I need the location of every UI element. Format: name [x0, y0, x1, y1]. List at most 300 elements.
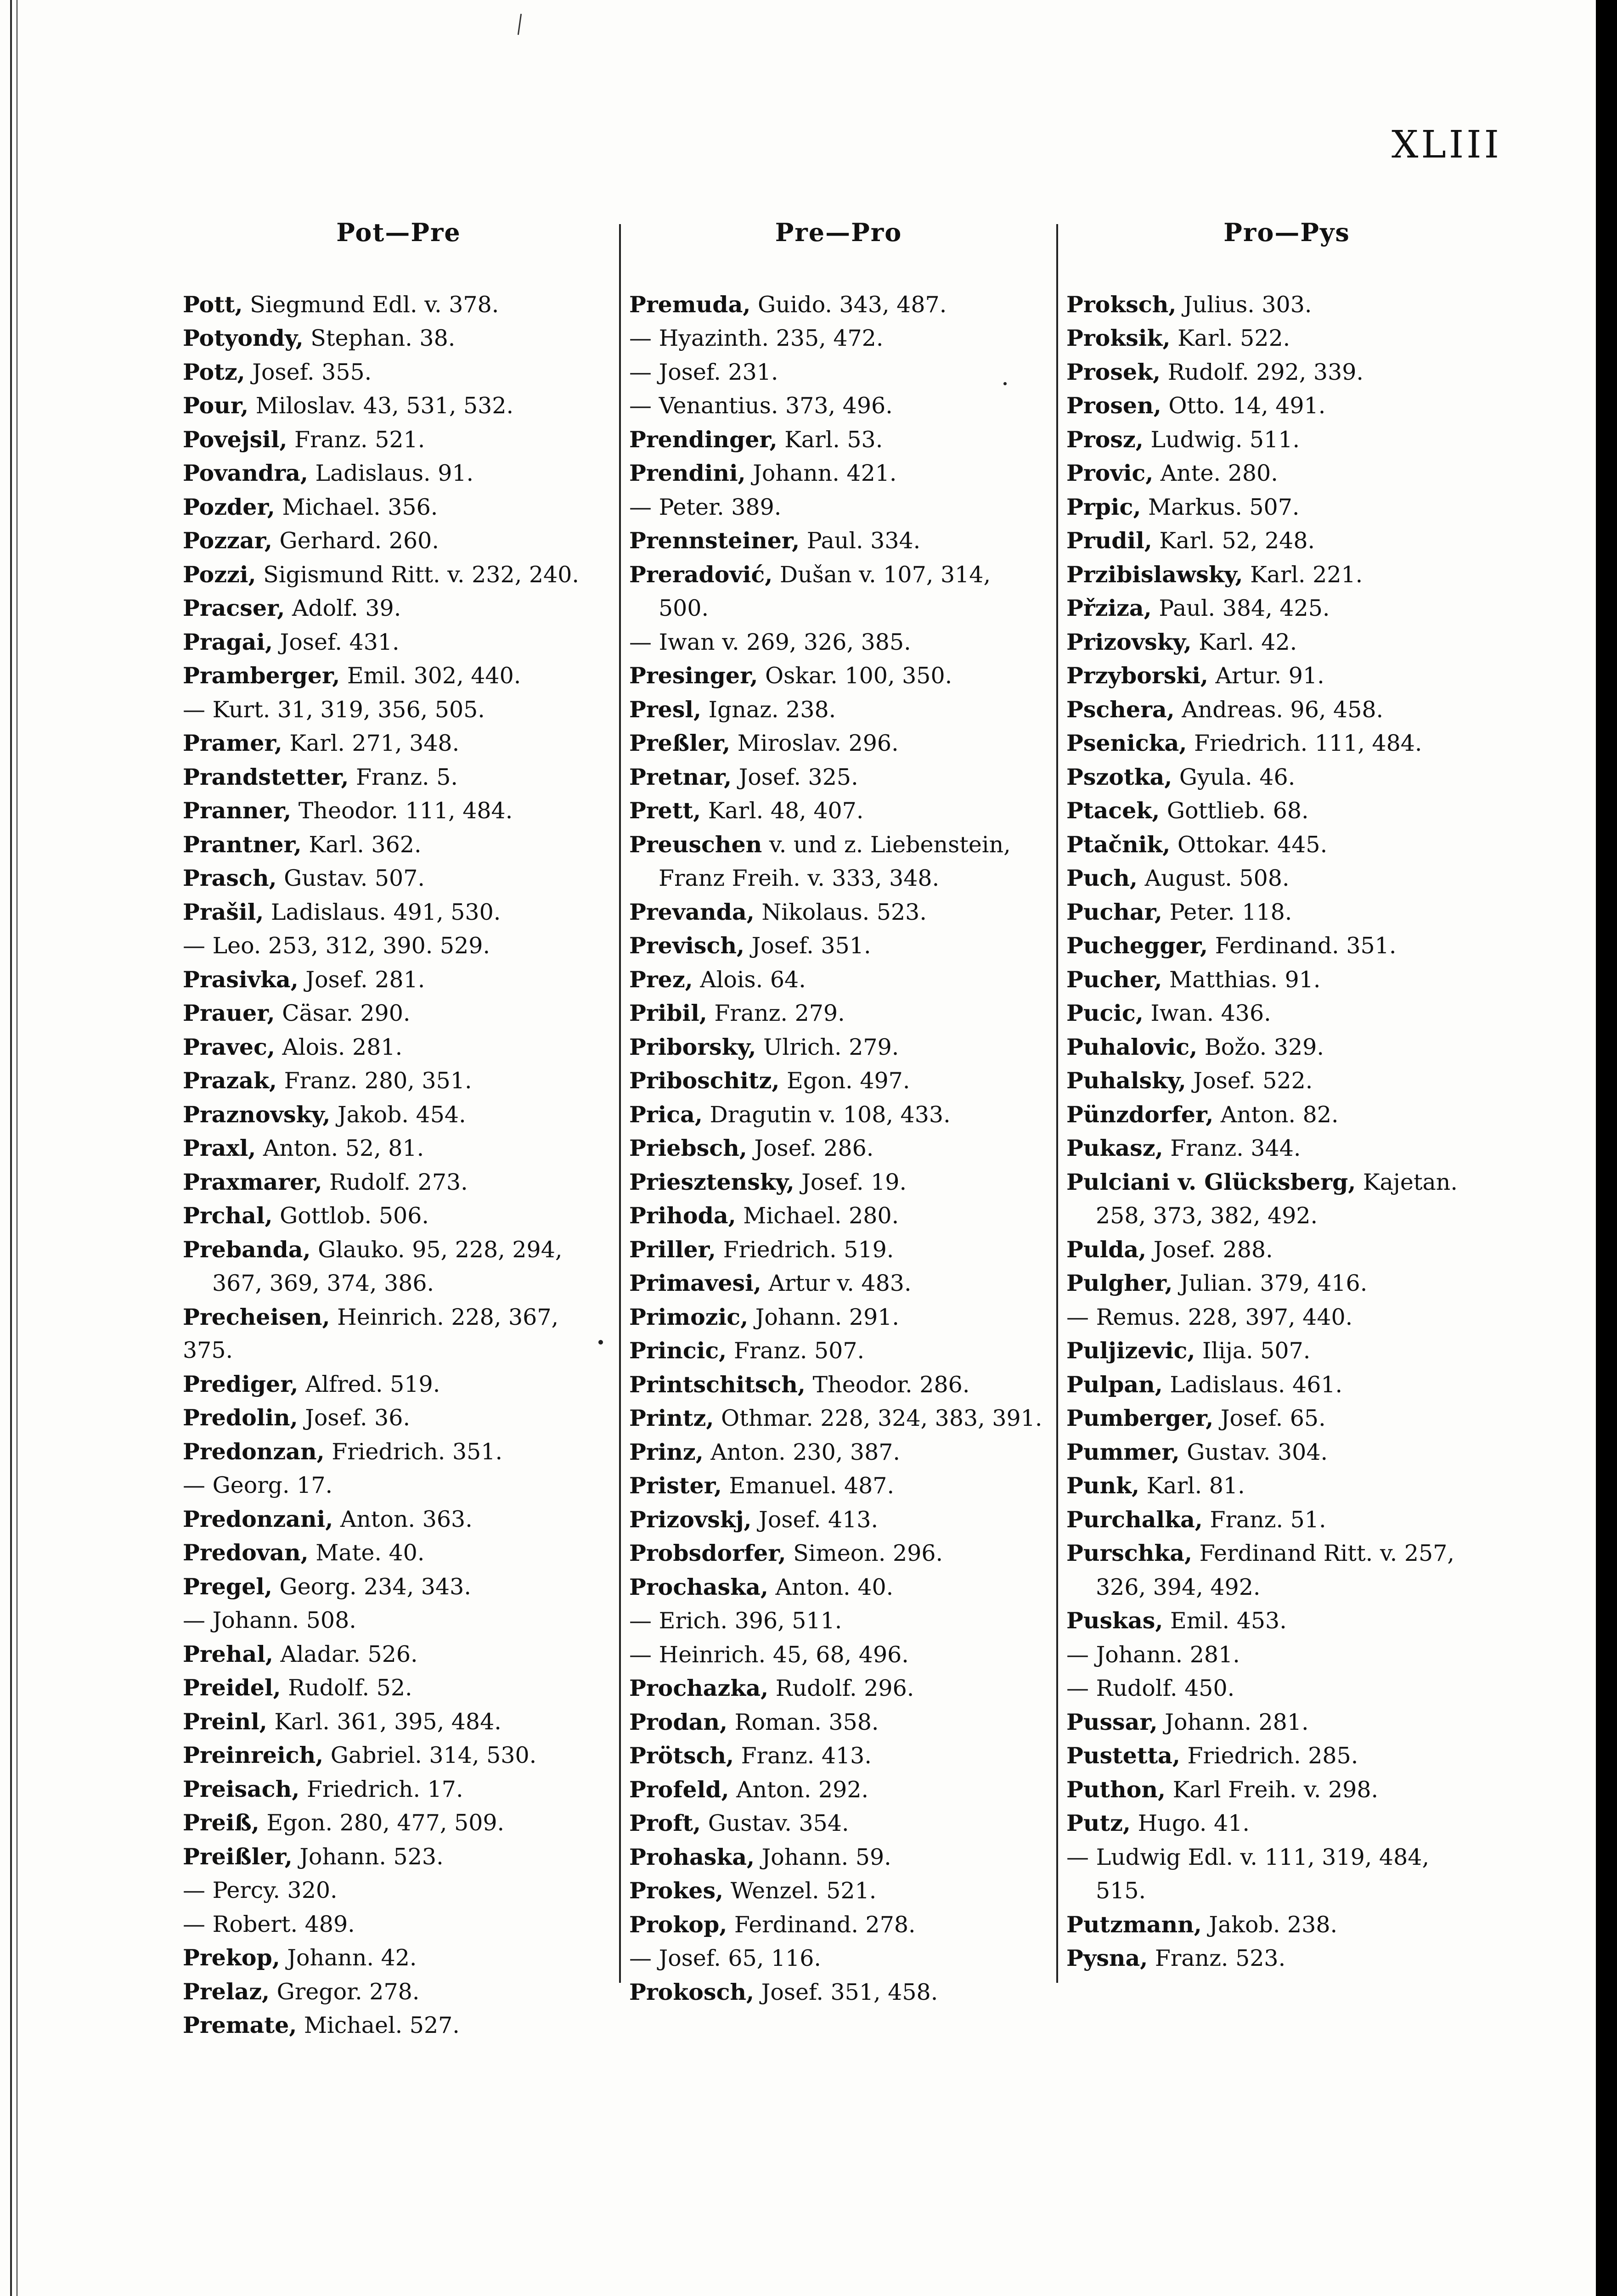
- entry-surname: Prendini,: [629, 460, 746, 486]
- entry-surname: Pravec,: [183, 1033, 275, 1060]
- entry-surname: Prasivka,: [183, 966, 299, 993]
- entry-surname: Prica,: [629, 1101, 703, 1128]
- index-entry: [629, 1300, 1048, 1334]
- index-entry: [183, 1975, 614, 2009]
- entry-surname: Prister,: [629, 1472, 722, 1499]
- page-number: XLIII: [1391, 123, 1502, 167]
- entry-surname: Praxl,: [183, 1135, 256, 1161]
- index-entry: [629, 1503, 1048, 1537]
- index-entry: [183, 423, 614, 457]
- index-entry: [629, 1941, 1048, 1975]
- entry-surname: Pucher,: [1066, 966, 1162, 993]
- entry-details: Franz. 51.: [1202, 1506, 1326, 1533]
- index-entry: [629, 1975, 1048, 2009]
- entry-details: Josef. 413.: [751, 1506, 879, 1533]
- entry-surname: Purschka,: [1066, 1540, 1193, 1566]
- entry-details: — Remus. 228, 397, 440.: [1066, 1304, 1353, 1330]
- index-entry: [629, 1098, 1048, 1132]
- entry-details: Johann. 523.: [292, 1843, 444, 1870]
- index-entry: [183, 1806, 614, 1840]
- entry-surname: Preisach,: [183, 1775, 300, 1802]
- index-entry: [1066, 794, 1507, 828]
- entry-details: Michael. 280.: [736, 1203, 899, 1229]
- entry-details: 367, 369, 374, 386.: [212, 1270, 434, 1296]
- entry-details: Adolf. 39.: [285, 595, 401, 621]
- entry-details: Hugo. 41.: [1131, 1810, 1250, 1836]
- entry-surname: Preißler,: [183, 1843, 293, 1870]
- index-entry: [629, 1064, 1048, 1098]
- index-entry: [629, 963, 1048, 997]
- entry-details: Franz. 507.: [727, 1338, 865, 1364]
- column-header: Pot—Pre: [336, 218, 461, 247]
- page-edge-line: [10, 0, 12, 2296]
- entry-surname: Puch,: [1066, 865, 1138, 891]
- index-entry: [1066, 1199, 1507, 1233]
- entry-details: Jakob. 238.: [1201, 1911, 1338, 1938]
- entry-surname: Predolin,: [183, 1404, 298, 1431]
- entry-surname: Preidel,: [183, 1674, 281, 1701]
- index-entry: [183, 794, 614, 828]
- entry-surname: Prennsteiner,: [629, 527, 800, 554]
- index-entry: [183, 895, 614, 929]
- index-entry: [629, 659, 1048, 693]
- index-entry: [629, 1773, 1048, 1807]
- entry-surname: Prevanda,: [629, 898, 755, 925]
- index-entry: [1066, 1131, 1507, 1165]
- index-entry: [183, 591, 614, 625]
- entry-surname: Punk,: [1066, 1472, 1140, 1499]
- index-entry: [1066, 1638, 1507, 1672]
- entry-details: Ferdinand. 351.: [1208, 933, 1397, 959]
- index-entry: [629, 828, 1048, 862]
- entry-surname: Pulciani v. Glücksberg,: [1066, 1168, 1356, 1195]
- entry-details: Roman. 358.: [727, 1709, 879, 1735]
- index-column-2: [629, 216, 1048, 2009]
- entry-details: Otto. 14, 491.: [1161, 393, 1326, 419]
- entry-surname: Prett,: [629, 797, 701, 824]
- entry-list: [1066, 288, 1507, 1975]
- entry-details: Miloslav. 43, 531, 532.: [248, 393, 514, 419]
- index-entry: [629, 726, 1048, 760]
- index-entry: [183, 996, 614, 1030]
- entry-details: Egon. 497.: [779, 1068, 910, 1094]
- entry-surname: Ptacek,: [1066, 797, 1160, 824]
- index-entry: [183, 1874, 614, 1908]
- entry-details: Julius. 303.: [1176, 291, 1312, 318]
- entry-surname: Prosek,: [1066, 358, 1161, 385]
- entry-surname: Prendinger,: [629, 426, 778, 453]
- entry-surname: Predovan,: [183, 1539, 309, 1566]
- entry-surname: Prantner,: [183, 831, 302, 858]
- index-entry: [183, 456, 614, 490]
- entry-details: 258, 373, 382, 492.: [1096, 1203, 1318, 1229]
- entry-surname: Pulpan,: [1066, 1371, 1163, 1398]
- entry-details: Josef. 286.: [747, 1135, 874, 1161]
- entry-surname: Prizovsky,: [1066, 628, 1192, 655]
- index-entry: [183, 1739, 614, 1773]
- entry-details: Jakob. 454.: [330, 1101, 466, 1128]
- entry-details: Glauko. 95, 228, 294,: [310, 1236, 563, 1263]
- entry-details: Josef. 288.: [1146, 1236, 1273, 1263]
- index-entry: [629, 1671, 1048, 1705]
- entry-surname: Pschera,: [1066, 696, 1175, 723]
- index-entry: [183, 1435, 614, 1469]
- index-entry: [1066, 1030, 1507, 1064]
- entry-surname: Pour,: [183, 392, 249, 419]
- index-entry: [1066, 659, 1507, 693]
- index-entry: [183, 1300, 614, 1367]
- entry-details: Karl. 271, 348.: [282, 730, 460, 756]
- entry-details: Friedrich. 111, 484.: [1187, 730, 1422, 756]
- index-entry: [1066, 1503, 1507, 1537]
- entry-surname: Pozzar,: [183, 527, 272, 554]
- entry-details: Emil. 302, 440.: [340, 663, 521, 689]
- index-entry: [1066, 1334, 1507, 1368]
- entry-details: Andreas. 96, 458.: [1174, 696, 1384, 723]
- entry-details: Matthias. 91.: [1162, 966, 1321, 993]
- index-entry: [183, 1064, 614, 1098]
- entry-details: Josef. 36.: [298, 1405, 411, 1431]
- entry-details: Artur. 91.: [1208, 663, 1324, 689]
- entry-details: Ferdinand. 278.: [727, 1911, 916, 1938]
- index-entry: [629, 895, 1048, 929]
- entry-surname: Pranner,: [183, 797, 292, 824]
- entry-details: Friedrich. 351.: [324, 1438, 503, 1465]
- index-entry: [1066, 1570, 1507, 1604]
- index-entry: [629, 1638, 1048, 1672]
- entry-details: Aladar. 526.: [273, 1641, 418, 1667]
- entry-details: Dušan v. 107, 314,: [772, 561, 991, 588]
- entry-surname: Pribil,: [629, 1000, 707, 1026]
- entry-details: Paul. 334.: [800, 528, 921, 554]
- entry-surname: Provic,: [1066, 460, 1154, 486]
- entry-surname: Puhalsky,: [1066, 1067, 1186, 1094]
- entry-details: Gabriel. 314, 530.: [323, 1742, 537, 1768]
- entry-surname: Psenicka,: [1066, 730, 1187, 756]
- entry-details: Heinrich. 228, 367, 375.: [183, 1304, 559, 1363]
- entry-details: Michael. 527.: [297, 2012, 460, 2038]
- entry-surname: Preßler,: [629, 730, 731, 756]
- entry-details: Gustav. 507.: [276, 865, 425, 891]
- entry-details: Friedrich. 519.: [716, 1236, 894, 1263]
- entry-surname: Probsdorfer,: [629, 1540, 786, 1566]
- index-entry: [183, 1941, 614, 1975]
- ink-speck: [1003, 382, 1007, 385]
- index-entry: [1066, 1098, 1507, 1132]
- index-entry: [1066, 1368, 1507, 1402]
- entry-surname: Puskas,: [1066, 1607, 1163, 1634]
- entry-details: Friedrich. 285.: [1180, 1743, 1358, 1769]
- entry-surname: Predonzan,: [183, 1438, 325, 1465]
- index-entry: [1066, 1840, 1507, 1874]
- index-entry: [629, 1435, 1048, 1469]
- entry-surname: Prediger,: [183, 1370, 299, 1397]
- entry-surname: Potyondy,: [183, 325, 304, 351]
- entry-surname: Prokosch,: [629, 1978, 755, 2005]
- entry-details: Gottlieb. 68.: [1160, 798, 1309, 824]
- entry-details: Siegmund Edl. v. 378.: [242, 291, 499, 318]
- index-entry: [629, 1368, 1048, 1402]
- index-entry: [1066, 1739, 1507, 1773]
- entry-details: Oskar. 100, 350.: [758, 663, 952, 689]
- index-entry: [1066, 1469, 1507, 1503]
- entry-details: — Percy. 320.: [183, 1877, 338, 1903]
- entry-details: Josef. 65.: [1213, 1405, 1326, 1431]
- index-entry: [183, 524, 614, 558]
- index-entry: [1066, 355, 1507, 389]
- entry-details: — Iwan v. 269, 326, 385.: [629, 629, 911, 655]
- index-entry: [183, 1469, 614, 1503]
- index-entry: [183, 2009, 614, 2043]
- index-entry: [183, 1503, 614, 1536]
- entry-surname: Pummer,: [1066, 1438, 1180, 1465]
- index-entry: [629, 861, 1048, 895]
- index-entry: [629, 1604, 1048, 1638]
- entry-details: Rudolf. 296.: [768, 1675, 914, 1701]
- ink-mark: [518, 14, 522, 35]
- entry-details: Theodor. 111, 484.: [291, 798, 513, 824]
- entry-details: Gregor. 278.: [270, 1978, 420, 2005]
- index-entry: [1066, 726, 1507, 760]
- entry-details: Josef. 522.: [1186, 1068, 1313, 1094]
- index-entry: [629, 794, 1048, 828]
- index-entry: [183, 760, 614, 794]
- entry-details: Ladislaus. 491, 530.: [264, 899, 501, 925]
- index-entry: [183, 355, 614, 389]
- entry-details: Josef. 351.: [744, 933, 871, 959]
- entry-surname: Primavesi,: [629, 1270, 761, 1296]
- entry-surname: Princic,: [629, 1337, 727, 1364]
- entry-details: — Johann. 281.: [1066, 1641, 1240, 1668]
- entry-surname: Přziza,: [1066, 595, 1152, 621]
- index-entry: [1066, 1064, 1507, 1098]
- entry-details: Franz. 5.: [349, 764, 458, 790]
- entry-surname: Pumberger,: [1066, 1405, 1214, 1431]
- entry-details: Alois. 64.: [693, 966, 806, 993]
- entry-surname: Pucic,: [1066, 1000, 1144, 1026]
- index-entry: [1066, 1941, 1507, 1975]
- index-entry: [183, 1638, 614, 1671]
- index-entry: [629, 1199, 1048, 1233]
- entry-details: Anton. 40.: [768, 1574, 894, 1600]
- entry-surname: Pustetta,: [1066, 1742, 1180, 1769]
- entry-details: Cäsar. 290.: [275, 1000, 411, 1026]
- entry-details: Franz. 413.: [734, 1743, 872, 1769]
- index-entry: [629, 423, 1048, 457]
- entry-surname: Pracser,: [183, 595, 285, 621]
- entry-surname: Pragai,: [183, 628, 273, 655]
- index-entry: [183, 1030, 614, 1064]
- entry-details: Ignaz. 238.: [701, 696, 836, 723]
- index-entry: [629, 591, 1048, 625]
- index-entry: [1066, 423, 1507, 457]
- entry-details: Wenzel. 521.: [723, 1878, 877, 1904]
- index-entry: [1066, 996, 1507, 1030]
- entry-surname: Prochazka,: [629, 1675, 769, 1701]
- entry-surname: Putzmann,: [1066, 1911, 1202, 1938]
- entry-surname: Puthon,: [1066, 1776, 1166, 1803]
- entry-details: Karl. 52, 248.: [1152, 528, 1315, 554]
- entry-details: — Peter. 389.: [629, 494, 782, 520]
- entry-surname: Prudil,: [1066, 527, 1152, 554]
- index-entry: [183, 659, 614, 693]
- index-entry: [1066, 1874, 1507, 1908]
- index-entry: [183, 1908, 614, 1941]
- entry-details: Egon. 280, 477, 509.: [259, 1810, 505, 1836]
- entry-surname: Pünzdorfer,: [1066, 1101, 1214, 1128]
- entry-surname: Pretnar,: [629, 763, 732, 790]
- entry-surname: Predonzani,: [183, 1505, 333, 1532]
- entry-details: Guido. 343, 487.: [750, 291, 947, 318]
- index-entry: [629, 1266, 1048, 1300]
- entry-details: Gyula. 46.: [1172, 764, 1296, 790]
- entry-surname: Preinreich,: [183, 1742, 324, 1768]
- index-entry: [1066, 828, 1507, 862]
- index-entry: [629, 1233, 1048, 1267]
- index-entry: [1066, 1705, 1507, 1739]
- entry-surname: Pukasz,: [1066, 1135, 1163, 1161]
- entry-surname: Preinl,: [183, 1708, 267, 1735]
- entry-details: Friedrich. 17.: [299, 1776, 463, 1802]
- index-entry: [629, 456, 1048, 490]
- entry-details: Johann. 59.: [755, 1844, 891, 1870]
- index-entry: [1066, 321, 1507, 355]
- entry-details: Karl. 361, 395, 484.: [267, 1708, 501, 1735]
- entry-details: Gerhard. 260.: [272, 528, 439, 554]
- index-entry: [183, 625, 614, 659]
- index-entry: [1066, 591, 1507, 625]
- entry-details: Karl. 221.: [1243, 561, 1363, 588]
- entry-surname: Printz,: [629, 1405, 714, 1431]
- index-entry: [183, 389, 614, 423]
- entry-surname: Pozder,: [183, 493, 275, 520]
- entry-surname: Puljizevic,: [1066, 1337, 1195, 1364]
- entry-details: Ulrich. 279.: [756, 1034, 899, 1060]
- entry-details: — Josef. 231.: [629, 359, 778, 385]
- index-entry: [183, 1840, 614, 1874]
- entry-details: Josef. 281.: [298, 966, 425, 993]
- entry-surname: Pulgher,: [1066, 1270, 1173, 1296]
- index-entry: [629, 524, 1048, 558]
- entry-details: Gustav. 354.: [701, 1810, 849, 1836]
- entry-details: Ladislaus. 91.: [308, 460, 474, 486]
- index-entry: [183, 693, 614, 727]
- entry-surname: Prez,: [629, 966, 693, 993]
- entry-surname: Prebanda,: [183, 1236, 311, 1263]
- entry-details: Anton. 363.: [333, 1506, 473, 1532]
- entry-details: Anton. 52, 81.: [256, 1135, 424, 1161]
- index-entry: [1066, 929, 1507, 963]
- index-entry: [1066, 558, 1507, 592]
- entry-details: — Rudolf. 450.: [1066, 1675, 1235, 1701]
- entry-surname: Prinz,: [629, 1438, 704, 1465]
- entry-details: — Erich. 396, 511.: [629, 1608, 842, 1634]
- entry-details: 326, 394, 492.: [1096, 1574, 1261, 1600]
- index-entry: [1066, 389, 1507, 423]
- index-entry: [1066, 1604, 1507, 1638]
- index-entry: [183, 1705, 614, 1739]
- entry-surname: Prpic,: [1066, 493, 1141, 520]
- entry-details: Simeon. 296.: [786, 1540, 943, 1566]
- entry-surname: Prasch,: [183, 865, 277, 891]
- index-entry: [629, 1570, 1048, 1604]
- index-entry: [1066, 288, 1507, 322]
- index-entry: [629, 490, 1048, 524]
- entry-details: Karl. 53.: [777, 426, 883, 453]
- entry-surname: Priller,: [629, 1236, 716, 1263]
- entry-surname: Prokop,: [629, 1911, 727, 1938]
- index-entry: [629, 1806, 1048, 1840]
- index-entry: [183, 288, 614, 322]
- index-entry: [1066, 1300, 1507, 1334]
- entry-surname: Pramer,: [183, 730, 282, 756]
- entry-surname: Pussar,: [1066, 1708, 1158, 1735]
- entry-surname: Povejsil,: [183, 426, 287, 453]
- index-entry: [183, 828, 614, 862]
- entry-details: Gustav. 304.: [1179, 1439, 1328, 1465]
- index-entry: [629, 1840, 1048, 1874]
- entry-details: Ludwig. 511.: [1143, 426, 1300, 453]
- index-entry: [1066, 1266, 1507, 1300]
- entry-details: Peter. 118.: [1162, 899, 1292, 925]
- index-entry: [1066, 1536, 1507, 1570]
- entry-surname: Previsch,: [629, 932, 745, 959]
- index-entry: [1066, 963, 1507, 997]
- index-entry: [183, 1199, 614, 1233]
- entry-list: [629, 288, 1048, 2009]
- entry-details: Emanuel. 487.: [721, 1473, 895, 1499]
- entry-surname: Prašil,: [183, 898, 264, 925]
- entry-details: Kajetan.: [1356, 1169, 1458, 1195]
- entry-details: Georg. 234, 343.: [272, 1573, 471, 1600]
- index-entry: [183, 1401, 614, 1435]
- entry-details: Božo. 329.: [1197, 1034, 1324, 1060]
- column-divider: [1056, 224, 1058, 1983]
- entry-surname: Putz,: [1066, 1810, 1131, 1836]
- entry-details: Sigismund Ritt. v. 232, 240.: [256, 561, 579, 588]
- index-entry: [183, 861, 614, 895]
- entry-surname: Pszotka,: [1066, 763, 1172, 790]
- index-entry: [183, 1604, 614, 1638]
- entry-surname: Prauer,: [183, 1000, 275, 1026]
- entry-surname: Priebsch,: [629, 1135, 747, 1161]
- entry-surname: Preiß,: [183, 1809, 259, 1836]
- entry-details: Josef. 19.: [794, 1169, 907, 1195]
- index-entry: [1066, 490, 1507, 524]
- entry-details: Anton. 82.: [1213, 1101, 1339, 1128]
- index-entry: [183, 1671, 614, 1705]
- entry-details: Rudolf. 292, 339.: [1161, 359, 1364, 385]
- entry-surname: Priesztensky,: [629, 1168, 794, 1195]
- entry-surname: Purchalka,: [1066, 1506, 1203, 1533]
- entry-surname: Preradović,: [629, 561, 773, 588]
- entry-details: Karl. 81.: [1139, 1473, 1245, 1499]
- index-entry: [629, 1165, 1048, 1199]
- entry-surname: Prizovskj,: [629, 1506, 752, 1533]
- entry-details: Franz. 344.: [1163, 1135, 1301, 1161]
- entry-surname: Prelaz,: [183, 1978, 270, 2005]
- entry-details: August. 508.: [1138, 865, 1290, 891]
- index-entry: [183, 1367, 614, 1401]
- index-entry: [183, 490, 614, 524]
- entry-surname: Potz,: [183, 358, 245, 385]
- entry-details: Franz. 523.: [1148, 1945, 1286, 1971]
- column-divider: [619, 224, 621, 1983]
- index-entry: [629, 321, 1048, 355]
- entry-details: 500.: [659, 595, 709, 621]
- index-entry: [629, 929, 1048, 963]
- index-entry: [629, 760, 1048, 794]
